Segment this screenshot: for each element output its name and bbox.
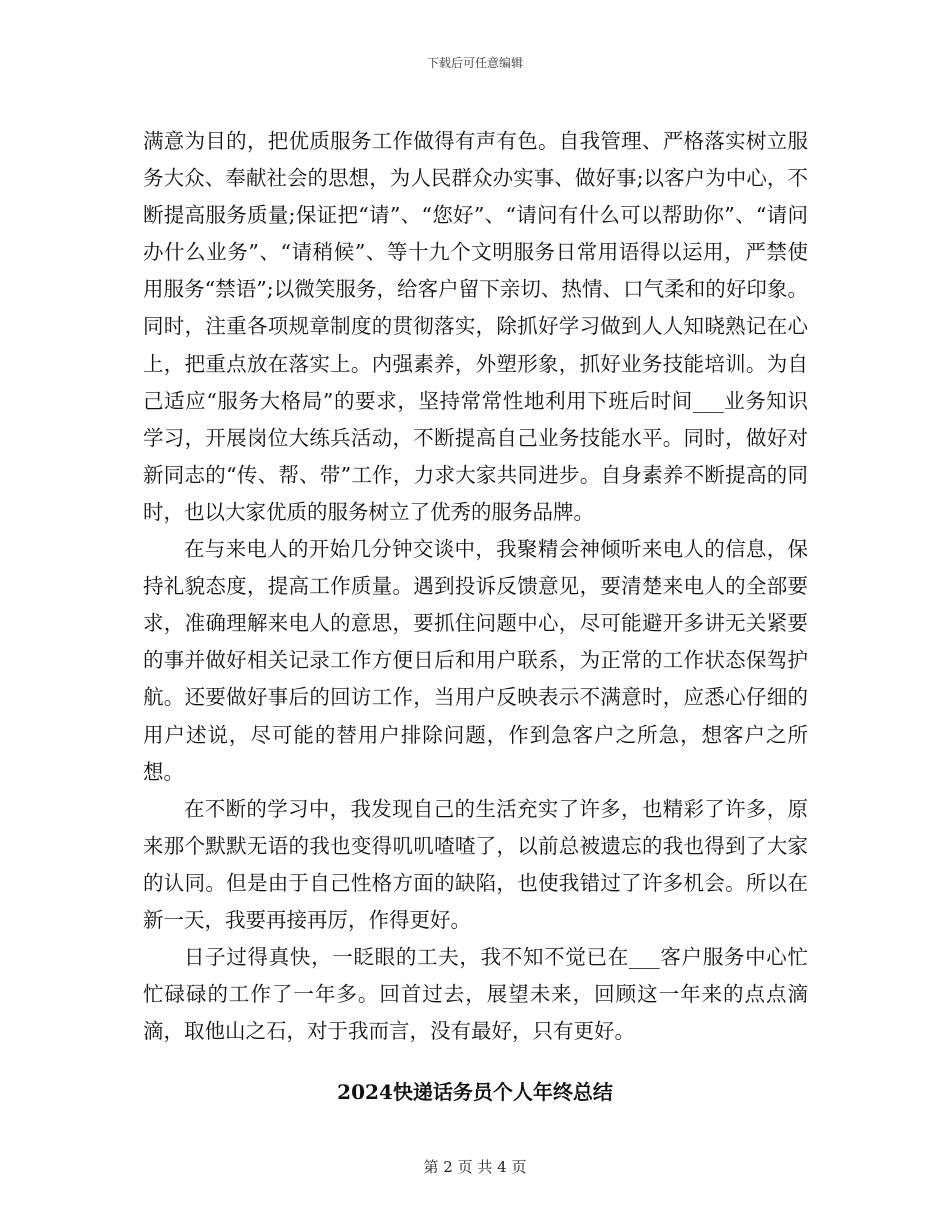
page-footer: 第 2 页 共 4 页 bbox=[423, 1158, 527, 1176]
paragraph: 日子过得真快，一眨眼的工夫，我不知不觉已在___客户服务中心忙忙碌碌的工作了一年多。回首过去，展望未来，回顾这一年来的点点滴滴，取他山之石，对于我而言，没有最好，只有更好。 bbox=[143, 945, 808, 1044]
paragraph: 在与来电人的开始几分钟交谈中，我聚精会神倾听来电人的信息，保持礼貌态度，提高工作质量。遇到投诉反馈意见，要清楚来电人的全部要求，准确理解来电人的意思，要抓住问题中心，尽可能避开多讲无关紧要的事并做好相关记录工作方便日后和用户联系，为正常的工作状态保驾护航。还要做好事后的回访工作，当用户反映表示不满意时，应悉心仔细的用户述说，尽可能的替用户排除问题，作到急客户之所急，想客户之所想。 bbox=[143, 537, 808, 784]
paragraph: 在不断的学习中，我发现自己的生活充实了许多，也精彩了许多，原来那个默默无语的我也变得叽叽喳喳了，以前总被遗忘的我也得到了大家的认同。但是由于自己性格方面的缺陷，也使我错过了许多机会。所以在新一天，我要再接再厉，作得更好。 bbox=[143, 796, 808, 932]
section-title: 2024快递话务员个人年终总结 bbox=[337, 1080, 613, 1104]
page-header: 下载后可任意编辑 bbox=[426, 56, 523, 70]
paragraph-continued: 满意为目的，把优质服务工作做得有声有色。自我管理、严格落实树立服务大众、奉献社会的思想，为人民群众办实事、做好事;以客户为中心，不断提高服务质量;保证把“请”、“您好”、“请问有什么可以帮助你”、“请问办什么业务”、“请稍候”、等十九个文明服务日常用语得以运用，严禁使用服务“禁语”;以微笑服务，给客户留下亲切、热情、口气柔和的好印象。同时，注重各项规章制度的贯彻落实，除抓好学习做到人人知晓熟记在心上，把重点放在落实上。内强素养，外塑形象，抓好业务技能培训。为自己适应“服务大格局”的要求，坚持常常性地利用下班后时间___业务知识学习，开展岗位大练兵活动，不断提高自己业务技能水平。同时，做好对新同志的“传、帮、带”工作，力求大家共同进步。自身素养不断提高的同时，也以大家优质的服务树立了优秀的服务品牌。 bbox=[143, 129, 808, 524]
document-body bbox=[143, 123, 808, 1050]
